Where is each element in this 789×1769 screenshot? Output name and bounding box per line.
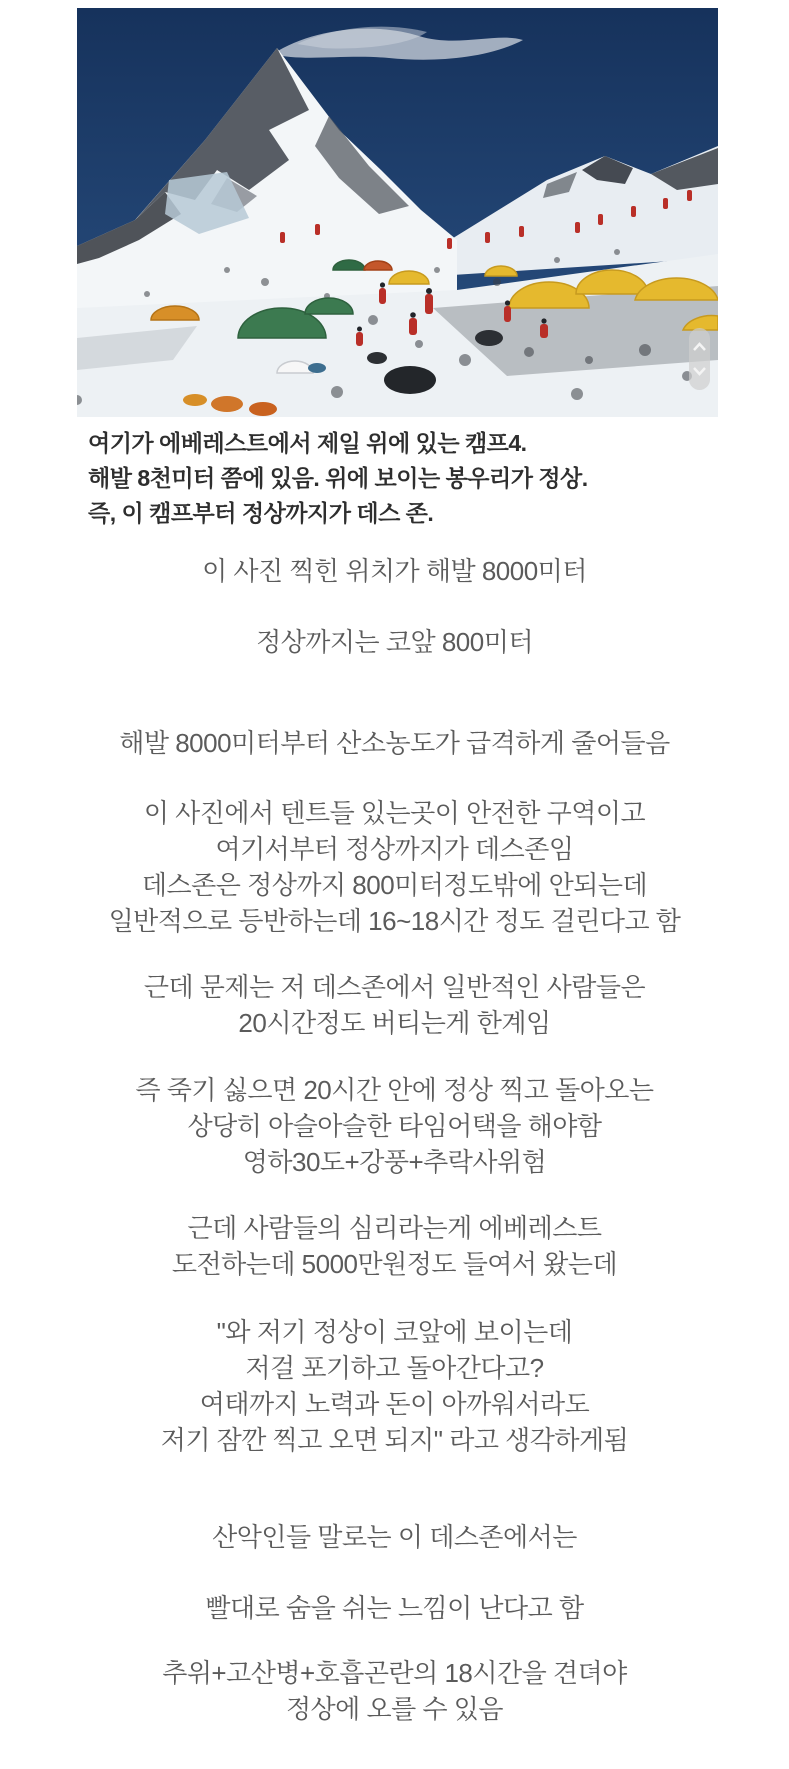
everest-photo-svg <box>77 8 718 417</box>
paragraph <box>0 795 789 939</box>
body-line: 여기서부터 정상까지가 데스존임 <box>215 834 574 864</box>
caption-line: 여기가 에베레스트에서 제일 위에 있는 캠프4. <box>88 430 527 456</box>
body-line: 이 사진 찍힌 위치가 해발 8000미터 <box>202 556 587 586</box>
body-line: 20시간정도 버티는게 한계임 <box>238 1008 551 1038</box>
body-line: 저기 잠깐 찍고 오면 되지" 라고 생각하게됨 <box>160 1425 629 1455</box>
paragraph <box>0 725 789 761</box>
paragraph <box>0 1590 789 1626</box>
body-line: 상당히 아슬아슬한 타임어택을 해야함 <box>187 1111 602 1141</box>
paragraph <box>0 1519 789 1555</box>
everest-camp4-photo <box>77 8 718 417</box>
body-line: 여태까지 노력과 돈이 아까워서라도 <box>199 1389 590 1419</box>
body-line: 영하30도+강풍+추락사위험 <box>242 1147 547 1177</box>
body-line: 도전하는데 5000만원정도 들여서 왔는데 <box>171 1249 618 1279</box>
post-body <box>0 553 789 1727</box>
body-line: 추위+고산병+호흡곤란의 18시간을 견뎌야 <box>162 1658 627 1688</box>
photo-caption <box>88 426 728 531</box>
body-line: 근데 사람들의 심리라는게 에베레스트 <box>187 1213 602 1243</box>
body-line: 빨대로 숨을 쉬는 느낌이 난다고 함 <box>205 1593 584 1623</box>
body-line: 일반적으로 등반하는데 16~18시간 정도 걸린다고 함 <box>108 906 681 936</box>
body-line: 산악인들 말로는 이 데스존에서는 <box>212 1522 577 1552</box>
caption-line: 즉, 이 캠프부터 정상까지가 데스 존. <box>88 500 434 526</box>
body-line: 정상까지는 코앞 800미터 <box>256 627 533 657</box>
paragraph <box>0 553 789 589</box>
paragraph <box>0 969 789 1041</box>
body-line: 저걸 포기하고 돌아간다고? <box>245 1353 544 1383</box>
body-line: 정상에 오를 수 있음 <box>285 1694 504 1724</box>
caption-line: 해발 8천미터 쯤에 있음. 위에 보이는 봉우리가 정상. <box>88 465 588 491</box>
paragraph <box>0 1655 789 1727</box>
body-line: 이 사진에서 텐트들 있는곳이 안전한 구역이고 <box>143 798 646 828</box>
paragraph <box>0 624 789 660</box>
body-line: 데스존은 정상까지 800미터정도밖에 안되는데 <box>141 870 648 900</box>
body-line: 해발 8000미터부터 산소농도가 급격하게 줄어들음 <box>119 728 670 758</box>
body-line: 즉 죽기 싫으면 20시간 안에 정상 찍고 돌아오는 <box>135 1075 654 1105</box>
paragraph <box>0 1072 789 1180</box>
paragraph <box>0 1314 789 1458</box>
body-line: "와 저기 정상이 코앞에 보이는데 <box>216 1317 573 1347</box>
scroll-indicator[interactable] <box>689 328 710 390</box>
body-line: 근데 문제는 저 데스존에서 일반적인 사람들은 <box>143 972 646 1002</box>
paragraph <box>0 1210 789 1282</box>
